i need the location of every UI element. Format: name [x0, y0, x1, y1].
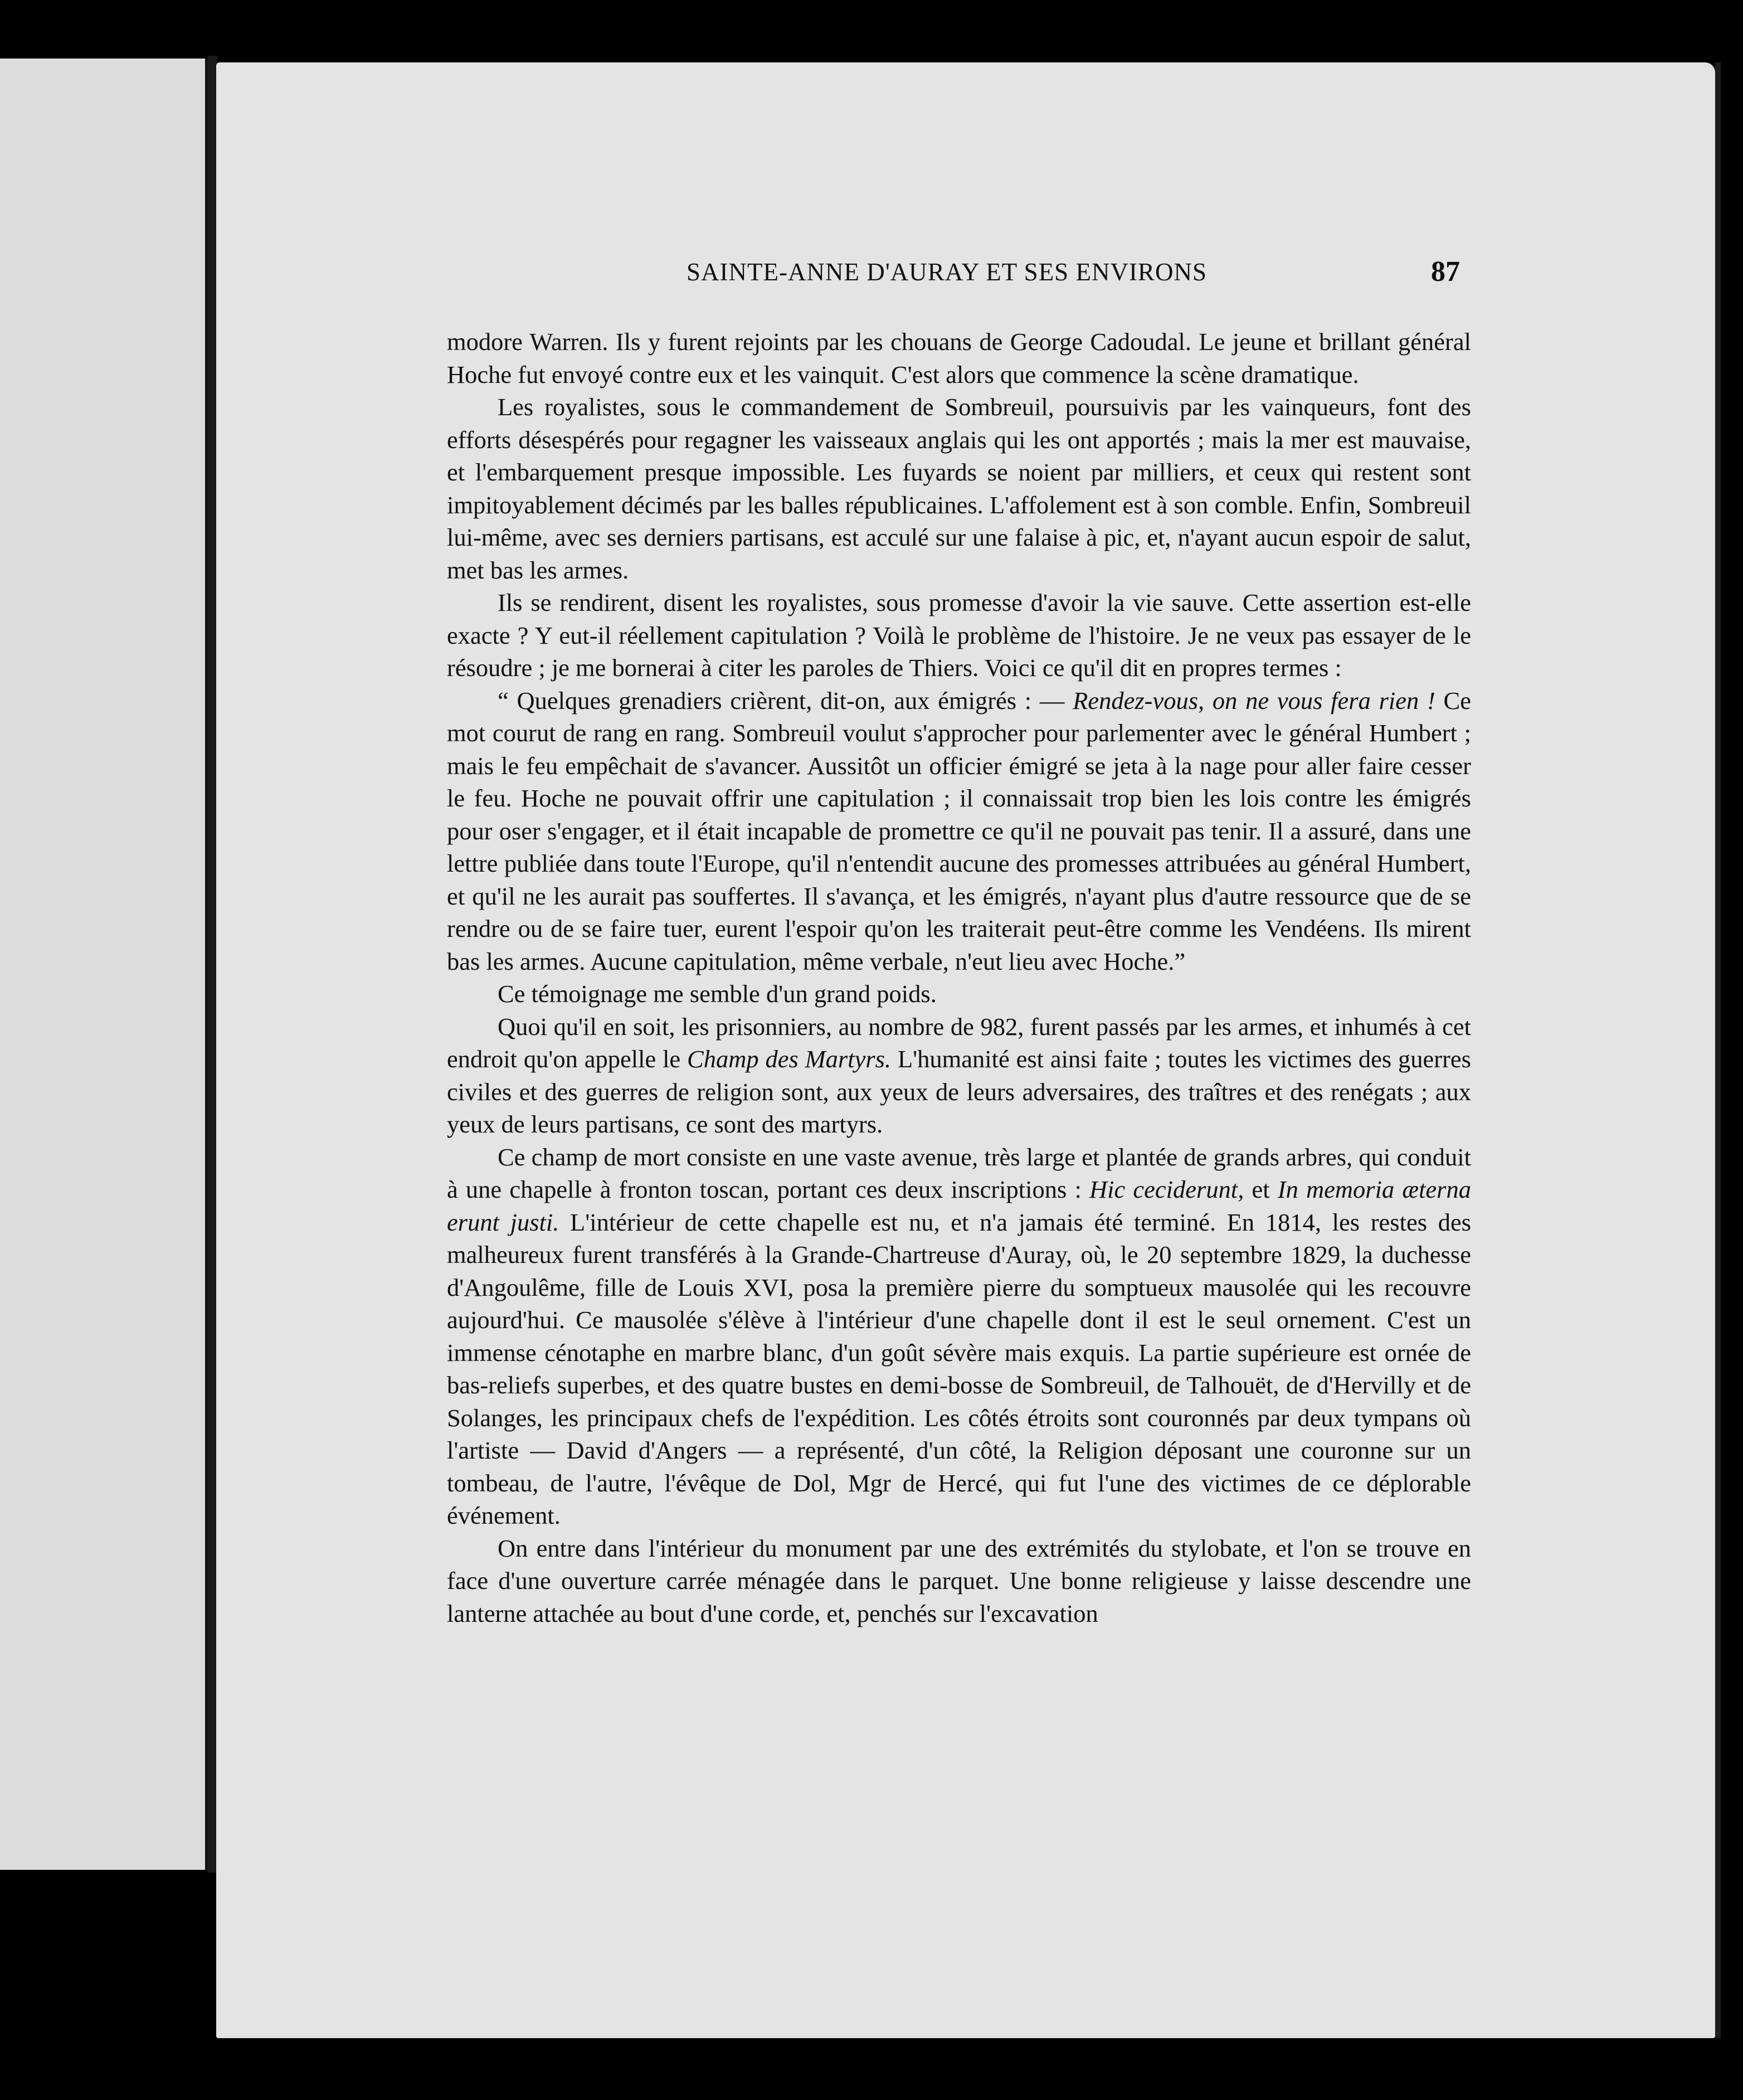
quotation-paragraph — [447, 684, 1471, 978]
italic-inscription: In memoria æterna erunt justi. — [447, 1175, 1471, 1236]
paragraph-text: Ils se rendirent, disent les royalistes, sous promesse d'avoir la vie sauve. Cette assertion est-elle exacte ? Y eut-il réellement capitulation ? Voilà le problème de l'histoire. Je ne veux pas essayer de le résoudre ; je me bornerai à citer les paroles de Thiers. Voici ce qu'il dit en propres termes : — [447, 589, 1471, 682]
paragraph-text: Quoi qu'il en soit, les prisonniers, au nombre de 982, furent passés par les armes, et inhumés à cet endroit qu'on appelle le — [447, 1012, 1471, 1073]
paragraph — [447, 978, 1471, 1010]
body-text — [447, 325, 1471, 1630]
italic-place-name: Champ des Martyrs. — [687, 1045, 892, 1073]
page-number: 87 — [1431, 256, 1460, 288]
paragraph — [447, 586, 1471, 684]
paragraph — [447, 1141, 1471, 1532]
page-edge — [1715, 62, 1721, 2038]
running-title: SAINTE-ANNE D'AURAY ET SES ENVIRONS — [687, 258, 1207, 286]
paragraph-text: L'intérieur de cette chapelle est nu, et n'a jamais été terminé. En 1814, les restes des malheureux furent transférés à la Grande-Chartreuse d'Auray, où, le 20 septembre 1829, la duchesse d'Angoulême, fille de Louis XVI, posa la première pierre du somptueux mausolée qui les recouvre aujourd'hui. Ce mausolée s'élève à l'intérieur d'une chapelle dont il est le seul ornement. C'est un immense cénotaphe en marbre blanc, d'un goût sévère mais exquis. La partie supérieure est ornée de bas-reliefs superbes, et des quatre bustes en demi-bosse de Sombreuil, de Talhouët, de d'Hervilly et de Solanges, les principaux chefs de l'expédition. Les côtés étroits sont couronnés par deux tympans où l'artiste — David d'Angers — a représenté, d'un côté, la Religion déposant une couronne sur un tombeau, de l'autre, l'évêque de Dol, Mgr de Hercé, qui fut l'une des victimes de ce déplorable événement. — [447, 1208, 1472, 1529]
facing-page-edge — [0, 59, 207, 1870]
paragraph-text: Ce témoignage me semble d'un grand poids. — [498, 980, 937, 1008]
paragraph-text: On entre dans l'intérieur du monument par une des extrémités du stylobate, et l'on se trouve en face d'une ouverture carrée ménagée dans le parquet. Une bonne religieuse y laisse descendre une lanterne attachée au bout d'une corde, et, penchés sur l'excavation — [447, 1534, 1471, 1627]
paragraph — [447, 325, 1471, 391]
paragraph-text: et — [1244, 1175, 1278, 1203]
paragraph-text: Ce champ de mort consiste en une vaste avenue, très large et plantée de grands arbres, qui conduit à une chapelle à fronton toscan, portant ces deux inscriptions : — [447, 1143, 1471, 1203]
paragraph-text: “ Quelques grenadiers crièrent, dit-on, aux émigrés : — — [498, 686, 1073, 714]
paragraph-text: Ce mot courut de rang en rang. Sombreuil voulut s'approcher pour parlementer avec le général Humbert ; mais le feu empêchait de s'avancer. Aussitôt un officier émigré se jeta à la nage pour aller faire cesser le feu. Hoche ne pouvait offrir une capitulation ; il connaissait trop bien les lois contre les émigrés pour oser s'engager, et il était incapable de promettre ce qu'il ne pouvait pas tenir. Il a assuré, dans une lettre publiée dans toute l'Europe, qu'il n'entendit aucune des promesses attribuées au général Humbert, et qu'il ne les aurait pas souffertes. Il s'avança, et les émigrés, n'ayant plus d'autre ressource que de se rendre ou de se faire tuer, eurent l'espoir qu'on les traiterait peut-être comme les Vendéens. Ils mirent bas les armes. Aucune capitulation, même verbale, n'eut lieu avec Hoche.” — [447, 686, 1471, 975]
paragraph-text: L'humanité est ainsi faite ; toutes les victimes des guerres civiles et des guerres de religion sont, aux yeux de leurs adversaires, des traîtres et des renégats ; aux yeux de leurs partisans, ce sont des martyrs. — [447, 1045, 1471, 1138]
paragraph — [447, 391, 1471, 586]
italic-quote: Rendez-vous, on ne vous fera rien ! — [1073, 686, 1435, 714]
paragraph — [447, 1010, 1471, 1141]
paragraph-text: modore Warren. Ils y furent rejoints par les chouans de George Cadoudal. Le jeune et brillant général Hoche fut envoyé contre eux et les vainquit. C'est alors que commence la scène dramatique. — [447, 328, 1471, 388]
paragraph — [447, 1532, 1471, 1630]
paragraph-text: Les royalistes, sous le commandement de Sombreuil, poursuivis par les vainqueurs, font des efforts désespérés pour regagner les vaisseaux anglais qui les ont apportés ; mais la mer est mauvaise, et l'embarquement presque impossible. Les fuyards se noient par milliers, et ceux qui restent sont impitoyablement décimés par les balles républicaines. L'affolement est à son comble. Enfin, Sombreuil lui-même, avec ses derniers partisans, est acculé sur une falaise à pic, et, n'ayant aucun espoir de salut, met bas les armes. — [447, 393, 1471, 584]
italic-inscription: Hic ceciderunt, — [1089, 1175, 1244, 1203]
